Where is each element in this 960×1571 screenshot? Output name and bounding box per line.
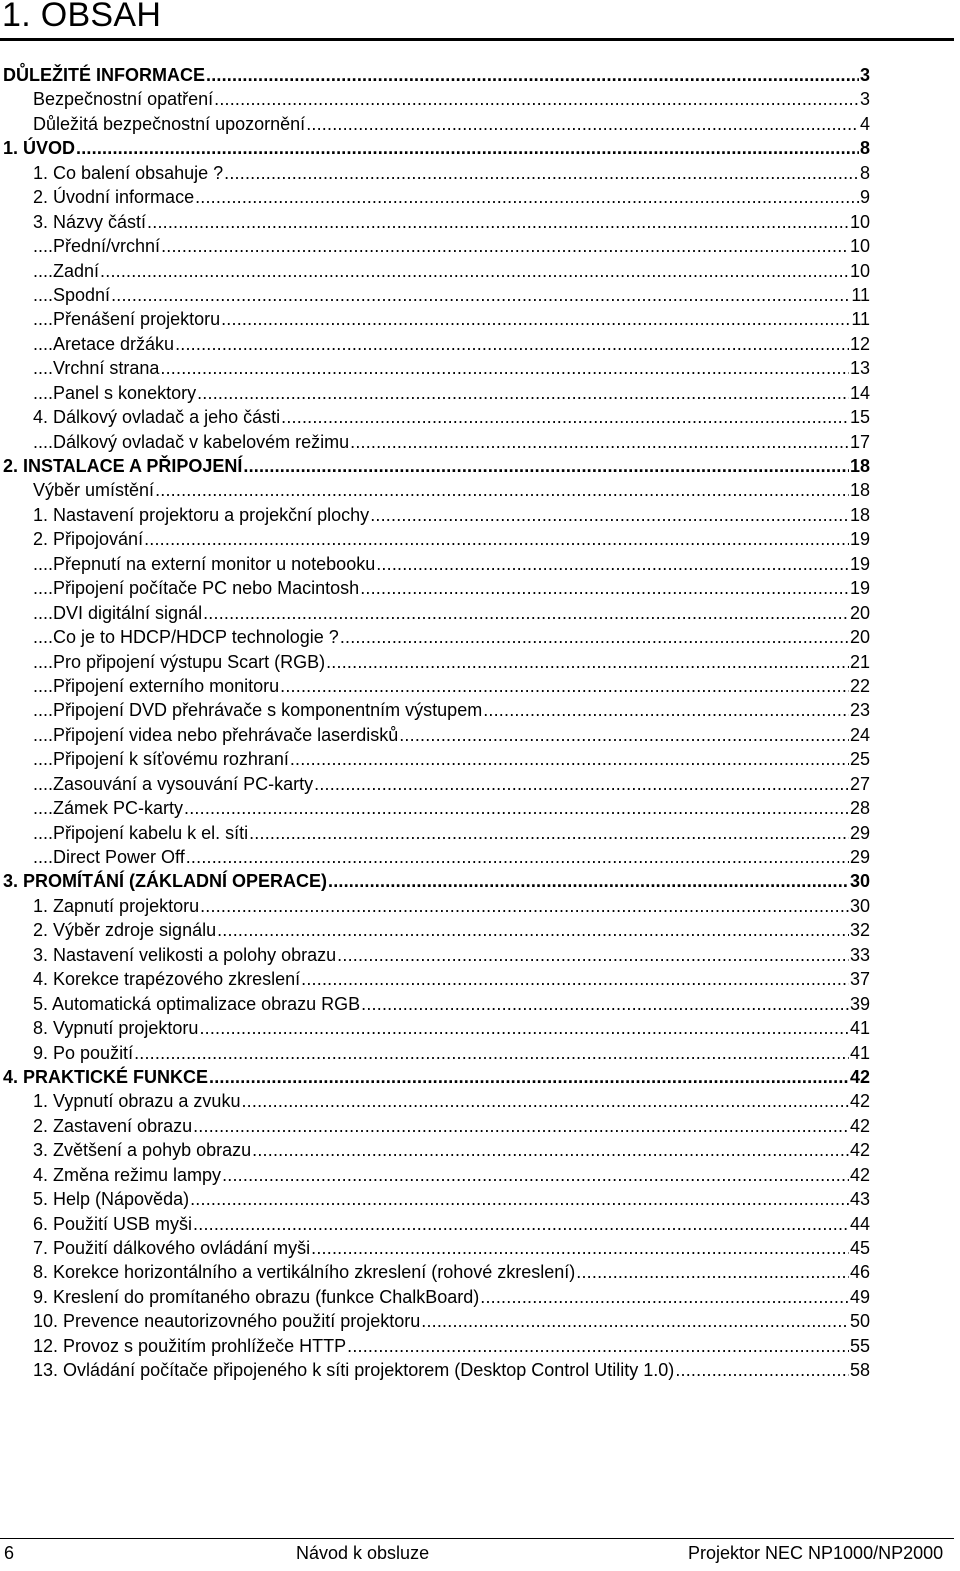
toc-entry-title: 2. Výběr zdroje signálu	[33, 920, 217, 941]
toc-dot-leader	[206, 63, 859, 87]
toc-entry-title: 2. Zastavení obrazu	[33, 1115, 193, 1136]
toc-entry[interactable]	[0, 478, 870, 502]
toc-dot-leader	[340, 625, 849, 649]
toc-entry-page: 45	[849, 1238, 870, 1258]
toc-entry[interactable]	[0, 112, 870, 136]
toc-entry[interactable]	[0, 576, 870, 600]
toc-dot-leader	[249, 821, 849, 845]
toc-entry-page: 22	[849, 675, 870, 696]
toc-entry-page: 24	[849, 724, 870, 745]
toc-entry-page: 46	[849, 1262, 870, 1283]
toc-entry-title: 12. Provoz s použitím prohlížeče HTTP	[33, 1335, 347, 1356]
toc-dot-leader	[100, 259, 849, 283]
toc-entry-title: 3. Nastavení velikosti a polohy obrazu	[33, 944, 337, 965]
toc-entry[interactable]	[0, 869, 870, 893]
toc-dot-leader	[193, 1212, 849, 1236]
toc-dot-leader	[252, 1138, 849, 1162]
toc-entry-title: ....Přepnutí na externí monitor u notebooku	[33, 553, 376, 574]
toc-entry[interactable]	[0, 747, 870, 771]
toc-entry-page: 42	[849, 1091, 870, 1112]
toc-entry-title: 1. Zapnutí projektoru	[33, 895, 200, 916]
toc-entry[interactable]	[0, 1285, 870, 1309]
footer-product-name: Projektor NEC NP1000/NP2000	[688, 1543, 944, 1563]
toc-entry-title: 10. Prevence neautorizovného použití projektoru	[33, 1311, 421, 1332]
toc-dot-leader	[200, 894, 849, 918]
toc-dot-leader	[675, 1358, 849, 1382]
toc-entry-page: 13	[849, 358, 870, 379]
toc-entry-page: 10	[849, 236, 870, 257]
toc-entry[interactable]	[0, 87, 870, 111]
toc-entry-page: 41	[849, 1018, 870, 1039]
toc-dot-leader	[290, 747, 849, 771]
toc-entry-title: 1. Nastavení projektoru a projekční plochy	[33, 504, 370, 525]
toc-entry-title: ....Dálkový ovladač v kabelovém režimu	[33, 431, 350, 452]
toc-entry[interactable]	[0, 723, 870, 747]
toc-entry-page: 27	[849, 773, 870, 794]
toc-entry-page: 43	[849, 1189, 870, 1210]
toc-dot-leader	[360, 576, 849, 600]
toc-dot-leader	[243, 454, 849, 478]
toc-entry-title: 8. Korekce horizontálního a vertikálního zkreslení (rohové zkreslení)	[33, 1262, 576, 1283]
toc-entry-title: Výběr umístění	[33, 480, 155, 501]
toc-entry[interactable]	[0, 259, 870, 283]
toc-dot-leader	[241, 1089, 849, 1113]
toc-entry[interactable]	[0, 552, 870, 576]
toc-entry-title: ....Připojení externího monitoru	[33, 675, 280, 696]
toc-entry-page: 19	[849, 578, 870, 599]
toc-entry[interactable]	[0, 943, 870, 967]
toc-entry-page: 39	[849, 993, 870, 1014]
toc-entry[interactable]	[0, 845, 870, 869]
toc-entry[interactable]	[0, 161, 870, 185]
toc-entry[interactable]	[0, 625, 870, 649]
toc-entry-title: Důležitá bezpečnostní upozornění	[33, 113, 306, 134]
title-underline	[0, 38, 954, 41]
toc-dot-leader	[281, 405, 849, 429]
toc-entry[interactable]	[0, 1309, 870, 1333]
toc-entry-page: 12	[849, 333, 870, 354]
toc-entry-title: 6. Použití USB myši	[33, 1213, 193, 1234]
toc-entry-page: 20	[849, 602, 870, 623]
toc-entry[interactable]	[0, 1041, 870, 1065]
toc-entry-title: ....DVI digitální signál	[33, 602, 203, 623]
toc-entry-title: Bezpečnostní opatření	[33, 89, 214, 110]
toc-dot-leader	[480, 1285, 849, 1309]
toc-entry-title: 4. Dálkový ovladač a jeho části	[33, 407, 281, 428]
toc-entry[interactable]	[0, 210, 870, 234]
toc-entry[interactable]	[0, 918, 870, 942]
toc-entry-title: ....Připojení DVD přehrávače s komponentním výstupem	[33, 700, 483, 721]
toc-entry-title: 2. Připojování	[33, 529, 144, 550]
toc-entry-page: 11	[851, 309, 870, 330]
toc-dot-leader	[111, 283, 850, 307]
toc-entry-page: 41	[849, 1042, 870, 1063]
toc-entry-title: ....Připojení kabelu k el. síti	[33, 822, 249, 843]
toc-entry[interactable]	[0, 234, 870, 258]
toc-entry-title: ....Připojení k síťovému rozhraní	[33, 749, 289, 770]
toc-entry-page: 50	[849, 1311, 870, 1332]
toc-entry-page: 21	[849, 651, 870, 672]
toc-entry[interactable]	[0, 405, 870, 429]
toc-entry-title: ....Zámek PC-karty	[33, 798, 184, 819]
toc-entry-page: 29	[849, 847, 870, 867]
toc-dot-leader	[328, 869, 849, 893]
toc-entry-page: 19	[849, 553, 870, 574]
toc-entry-page: 18	[849, 504, 870, 525]
toc-entry[interactable]	[0, 63, 870, 87]
toc-entry-page: 42	[849, 1140, 870, 1161]
toc-dot-leader	[361, 992, 849, 1016]
toc-dot-leader	[184, 796, 849, 820]
toc-entry[interactable]	[0, 356, 870, 380]
toc-entry-page: 30	[849, 871, 870, 892]
toc-entry-title: 13. Ovládání počítače připojeného k síti projektorem (Desktop Control Utility 1.0)	[33, 1360, 675, 1381]
toc-dot-leader	[209, 1065, 849, 1089]
toc-entry-page: 23	[849, 700, 870, 721]
toc-entry-page: 42	[849, 1115, 870, 1136]
toc-dot-leader	[199, 1016, 849, 1040]
toc-entry-page: 28	[849, 798, 870, 819]
toc-entry[interactable]	[0, 992, 870, 1016]
toc-dot-leader	[186, 845, 849, 869]
toc-entry-title: 1. ÚVOD	[3, 138, 76, 159]
toc-dot-leader	[193, 1114, 849, 1138]
toc-entry[interactable]	[0, 796, 870, 820]
toc-entry-title: ....Zadní	[33, 260, 100, 281]
toc-entry[interactable]	[0, 821, 870, 845]
toc-entry[interactable]	[0, 1114, 870, 1138]
toc-entry[interactable]	[0, 1187, 870, 1211]
toc-entry-title: ....Připojení videa nebo přehrávače laserdisků	[33, 724, 399, 745]
toc-dot-leader	[217, 918, 849, 942]
toc-entry[interactable]	[0, 1260, 870, 1284]
toc-entry-page: 33	[849, 944, 870, 965]
toc-entry-page: 18	[849, 456, 870, 476]
toc-entry[interactable]	[0, 894, 870, 918]
toc-entry-title: ....Spodní	[33, 284, 111, 305]
toc-dot-leader	[376, 552, 849, 576]
page-title: 1. OBSAH	[2, 0, 162, 34]
toc-entry[interactable]	[0, 1016, 870, 1040]
footer-rule	[0, 1538, 954, 1539]
toc-dot-leader	[280, 674, 849, 698]
toc-entry[interactable]	[0, 1163, 870, 1187]
toc-entry-page: 3	[859, 89, 870, 110]
toc-entry[interactable]	[0, 1334, 870, 1358]
toc-entry-title: ....Aretace držáku	[33, 333, 175, 354]
toc-entry-page: 30	[849, 895, 870, 916]
toc-entry-title: 9. Kreslení do promítaného obrazu (funkce ChalkBoard)	[33, 1286, 480, 1307]
toc-dot-leader	[214, 87, 859, 111]
toc-entry-title: 1. Vypnutí obrazu a zvuku	[33, 1091, 241, 1112]
toc-entry-page: 37	[849, 969, 870, 990]
toc-entry-title: ....Připojení počítače PC nebo Macintosh	[33, 578, 360, 599]
toc-dot-leader	[221, 307, 850, 331]
toc-entry-page: 4	[859, 113, 870, 134]
toc-entry-title: 9. Po použití	[33, 1042, 134, 1063]
toc-entry-title: 2. INSTALACE A PŘIPOJENÍ	[3, 456, 243, 476]
table-of-contents	[0, 63, 870, 1383]
toc-dot-leader	[576, 1260, 849, 1284]
toc-entry-page: 9	[859, 187, 870, 208]
toc-dot-leader	[161, 234, 849, 258]
toc-dot-leader	[326, 650, 849, 674]
toc-entry-page: 19	[849, 529, 870, 550]
toc-entry[interactable]	[0, 1065, 870, 1089]
toc-entry-page: 42	[849, 1164, 870, 1185]
toc-dot-leader	[311, 1236, 849, 1260]
toc-entry-title: 4. PRAKTICKÉ FUNKCE	[3, 1066, 209, 1087]
toc-entry-title: ....Panel s konektory	[33, 382, 197, 403]
toc-entry-title: 3. Názvy částí	[33, 211, 147, 232]
toc-entry-page: 17	[849, 431, 870, 452]
toc-entry[interactable]	[0, 503, 870, 527]
toc-dot-leader	[144, 527, 849, 551]
toc-entry-page: 14	[849, 382, 870, 403]
toc-dot-leader	[347, 1334, 849, 1358]
toc-entry-page: 3	[859, 65, 870, 85]
toc-entry[interactable]	[0, 1138, 870, 1162]
toc-entry-title: 8. Vypnutí projektoru	[33, 1018, 199, 1039]
toc-entry[interactable]	[0, 136, 870, 160]
toc-entry[interactable]	[0, 772, 870, 796]
toc-dot-leader	[203, 601, 849, 625]
toc-dot-leader	[190, 1187, 849, 1211]
toc-entry-page: 58	[849, 1360, 870, 1381]
toc-entry-page: 20	[849, 627, 870, 648]
toc-entry[interactable]	[0, 185, 870, 209]
toc-entry-page: 18	[849, 480, 870, 501]
toc-entry-title: ....Zasouvání a vysouvání PC-karty	[33, 773, 314, 794]
toc-entry-title: 7. Použití dálkového ovládání myši	[33, 1238, 311, 1258]
toc-entry[interactable]	[0, 527, 870, 551]
toc-dot-leader	[306, 112, 859, 136]
toc-dot-leader	[195, 185, 859, 209]
toc-entry[interactable]	[0, 1089, 870, 1113]
toc-entry-page: 44	[849, 1213, 870, 1234]
toc-dot-leader	[155, 478, 849, 502]
toc-entry[interactable]	[0, 332, 870, 356]
toc-entry[interactable]	[0, 307, 870, 331]
toc-dot-leader	[337, 943, 849, 967]
toc-entry-page: 8	[859, 162, 870, 183]
toc-entry[interactable]	[0, 430, 870, 454]
toc-entry[interactable]	[0, 698, 870, 722]
toc-dot-leader	[399, 723, 849, 747]
toc-dot-leader	[175, 332, 849, 356]
toc-dot-leader	[160, 356, 849, 380]
toc-dot-leader	[370, 503, 849, 527]
toc-dot-leader	[224, 161, 859, 185]
toc-entry-page: 8	[859, 138, 870, 159]
toc-entry-title: DŮLEŽITÉ INFORMACE	[3, 65, 205, 85]
toc-entry-title: 3. PROMÍTÁNÍ (ZÁKLADNÍ OPERACE)	[3, 871, 327, 892]
toc-entry[interactable]	[0, 381, 870, 405]
toc-entry-title: 4. Korekce trapézového zkreslení	[33, 969, 301, 990]
toc-entry-page: 11	[851, 284, 870, 305]
toc-entry[interactable]	[0, 601, 870, 625]
toc-entry-title: 5. Automatická optimalizace obrazu RGB	[33, 993, 361, 1014]
toc-dot-leader	[147, 210, 849, 234]
toc-entry[interactable]	[0, 283, 870, 307]
toc-entry-title: 3. Zvětšení a pohyb obrazu	[33, 1140, 252, 1161]
toc-entry[interactable]	[0, 1212, 870, 1236]
toc-entry-title: 1. Co balení obsahuje ?	[33, 162, 224, 183]
toc-entry[interactable]	[0, 1358, 870, 1382]
toc-entry[interactable]	[0, 967, 870, 991]
toc-dot-leader	[483, 698, 849, 722]
toc-entry-page: 42	[849, 1066, 870, 1087]
toc-entry-title: ....Přenášení projektoru	[33, 309, 221, 330]
toc-entry-title: ....Direct Power Off	[33, 847, 185, 867]
toc-entry-title: ....Vrchní strana	[33, 358, 160, 379]
toc-entry-title: ....Co je to HDCP/HDCP technologie ?	[33, 627, 339, 648]
toc-entry-page: 10	[849, 211, 870, 232]
toc-entry-page: 55	[849, 1335, 870, 1356]
toc-dot-leader	[350, 430, 849, 454]
toc-entry-title: 4. Změna režimu lampy	[33, 1164, 222, 1185]
toc-entry[interactable]	[0, 1236, 870, 1260]
toc-entry[interactable]	[0, 454, 870, 478]
toc-dot-leader	[222, 1163, 849, 1187]
toc-dot-leader	[76, 136, 859, 160]
toc-entry-title: 5. Help (Nápověda)	[33, 1189, 190, 1210]
toc-entry-page: 25	[849, 749, 870, 770]
toc-entry-page: 15	[849, 407, 870, 428]
toc-entry-page: 49	[849, 1286, 870, 1307]
toc-dot-leader	[314, 772, 849, 796]
toc-dot-leader	[197, 381, 849, 405]
footer-manual-title: Návod k obsluze	[296, 1543, 430, 1563]
toc-dot-leader	[134, 1041, 849, 1065]
toc-entry-page: 32	[849, 920, 870, 941]
toc-entry[interactable]	[0, 650, 870, 674]
toc-entry-page: 10	[849, 260, 870, 281]
toc-entry-title: ....Přední/vrchní	[33, 236, 161, 257]
toc-dot-leader	[301, 967, 849, 991]
toc-dot-leader	[421, 1309, 849, 1333]
toc-entry-title: 2. Úvodní informace	[33, 187, 195, 208]
footer-page-number: 6	[4, 1543, 15, 1563]
toc-entry-title: ....Pro připojení výstupu Scart (RGB)	[33, 651, 326, 672]
toc-entry-page: 29	[849, 822, 870, 843]
toc-entry[interactable]	[0, 674, 870, 698]
